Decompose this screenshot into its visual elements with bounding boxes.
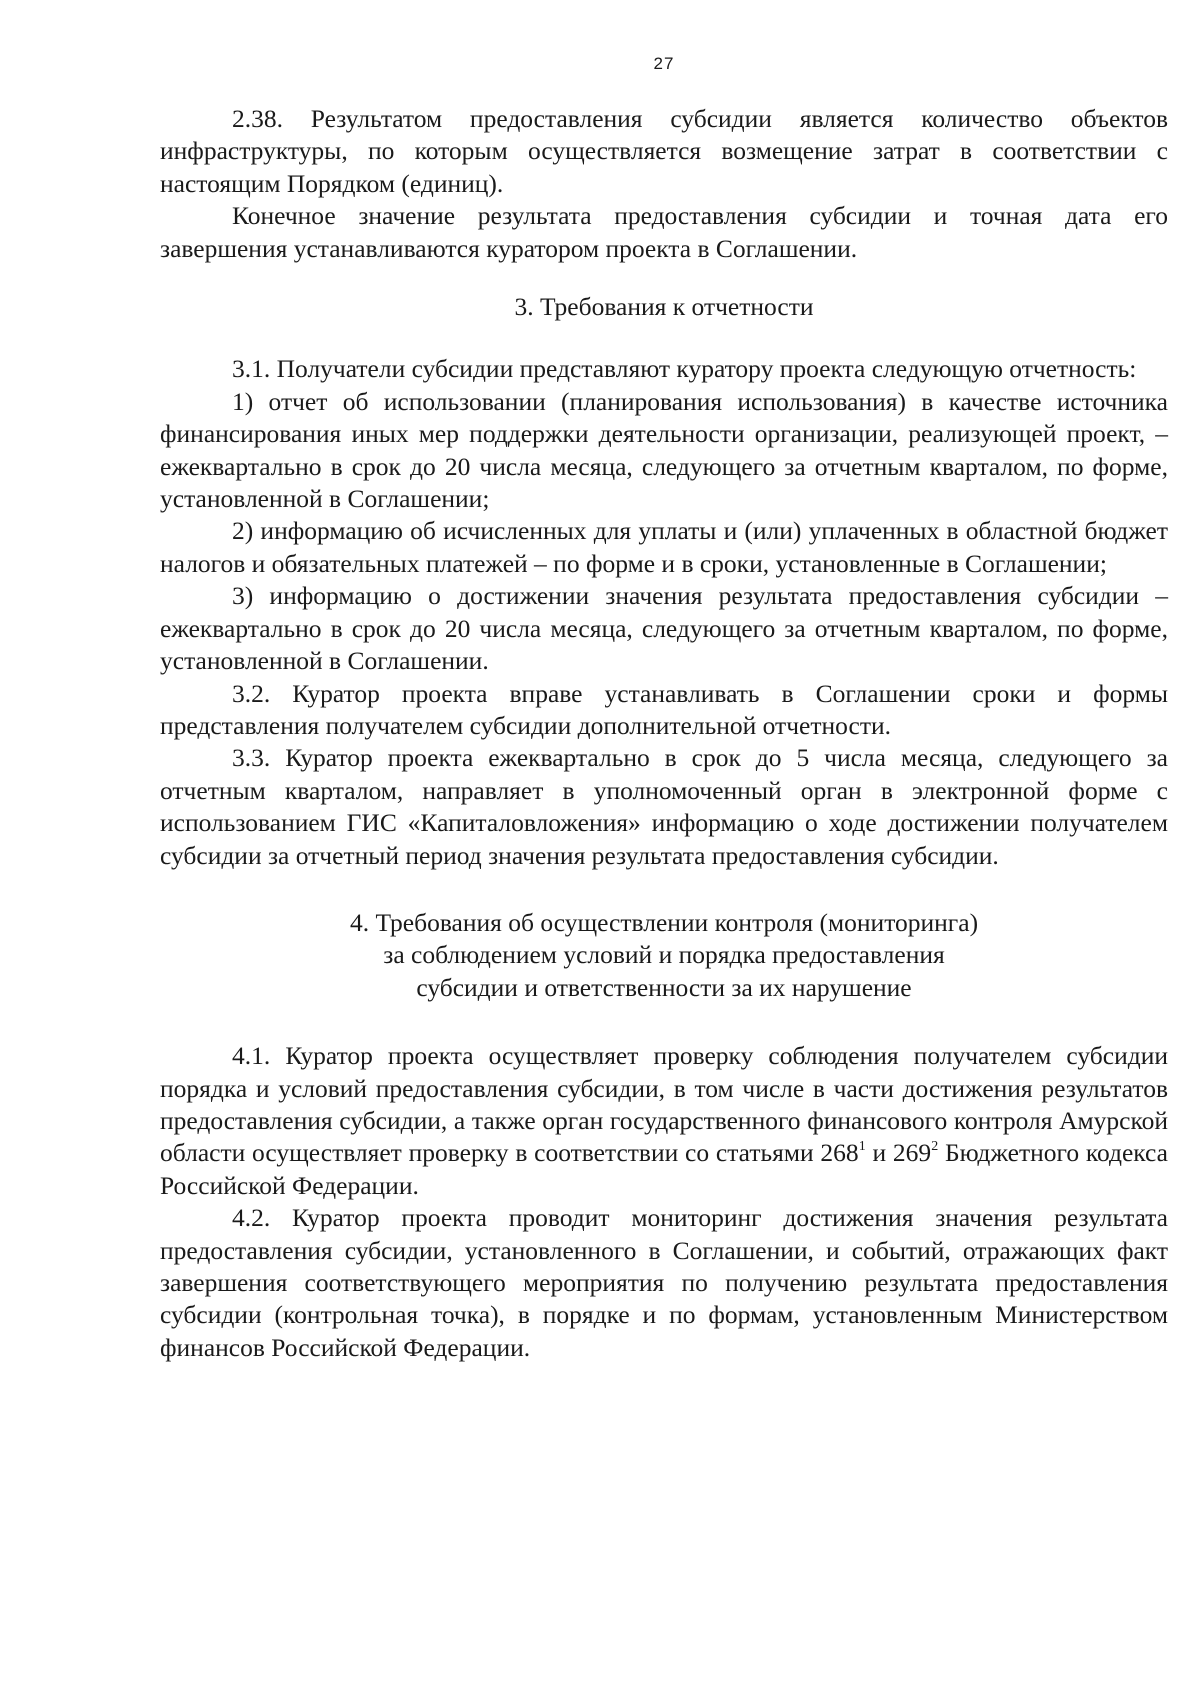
page-number: 27 xyxy=(653,54,675,73)
paragraph-4-2: 4.2. Куратор проекта проводит мониторинг достижения значения результата предоставления субсидии, установленного в Соглашении, и событий, отражающих факт завершения соответствующего мероприятия по получению результата предоставления субсидии (контрольная точка), в порядке и по формам, установленным Министерством финансов Российской Федерации. xyxy=(160,1203,1168,1362)
paragraph-4-1-part-1: 4.1. Куратор проекта осуществляет проверку соблюдения получателем субсидии порядка и условий предоставления субсидии, в том числе в части достижения результатов предоставления субсидии, а также орган государственного финансового контроля Амурской области осуществляет проверку в соответствии со статьями 268 xyxy=(160,1041,1168,1168)
paragraph-3-1-item-3: 3) информацию о достижении значения результата предоставления субсидии – ежеквартально в срок до 20 числа месяца, следующего за отчетным кварталом, по форме, установленной в Соглашении. xyxy=(160,581,1168,676)
document-body xyxy=(160,103,1168,1364)
paragraph-2-38: 2.38. Результатом предоставления субсидии является количество объектов инфраструктуры, по которым осуществляется возмещение затрат в соответствии с настоящим Порядком (единиц). xyxy=(160,104,1168,198)
document-page xyxy=(160,0,1168,1695)
paragraph-3-2: 3.2. Куратор проекта вправе устанавливать в Соглашении сроки и формы представления получателем субсидии дополнительной отчетности. xyxy=(160,678,1168,740)
paragraph-3-1-item-1: 1) отчет об использовании (планирования использования) в качестве источника финансирования иных мер поддержки деятельности организации, реализующей проект, – ежеквартально в срок до 20 числа месяца, следующего за отчетным кварталом, по форме, установленной в Соглашении; xyxy=(160,386,1168,514)
section-4-heading xyxy=(160,907,1168,1004)
paragraph-3-1: 3.1. Получатели субсидии представляют куратору проекта следующую отчетность: xyxy=(232,354,1137,384)
superscript-1: 1 xyxy=(858,1138,866,1154)
section-3-heading: 3. Требования к отчетности xyxy=(514,292,814,322)
section-4-heading-line-2: за соблюдением условий и порядка предоставления xyxy=(383,940,945,970)
section-4-heading-line-1: 4. Требования об осуществлении контроля (мониторинга) xyxy=(349,907,979,937)
paragraph-3-3: 3.3. Куратор проекта ежеквартально в срок до 5 числа месяца, следующего за отчетным кварталом, направляет в уполномоченный орган в электронной форме с использованием ГИС «Капиталовложения» информацию о ходе достижении получателем субсидии за отчетный период значения результата предоставления субсидии. xyxy=(160,743,1168,870)
paragraph-3-1-item-2: 2) информацию об исчисленных для уплаты и (или) уплаченных в областной бюджет налогов и обязательных платежей – по форме и в сроки, установленные в Соглашении; xyxy=(160,516,1168,578)
paragraph-4-1-part-3: Бюджетного кодекса Российской Федерации. xyxy=(160,1138,1168,1200)
paragraph-final-value: Конечное значение результата предоставления субсидии и точная дата его завершения устанавливаются куратором проекта в Соглашении. xyxy=(160,201,1168,263)
paragraph-4-1-part-2: и 269 xyxy=(865,1138,932,1168)
section-4-heading-line-3: субсидии и ответственности за их нарушение xyxy=(416,972,912,1002)
paragraph-4-1 xyxy=(160,1040,1168,1202)
superscript-2: 2 xyxy=(931,1138,939,1154)
